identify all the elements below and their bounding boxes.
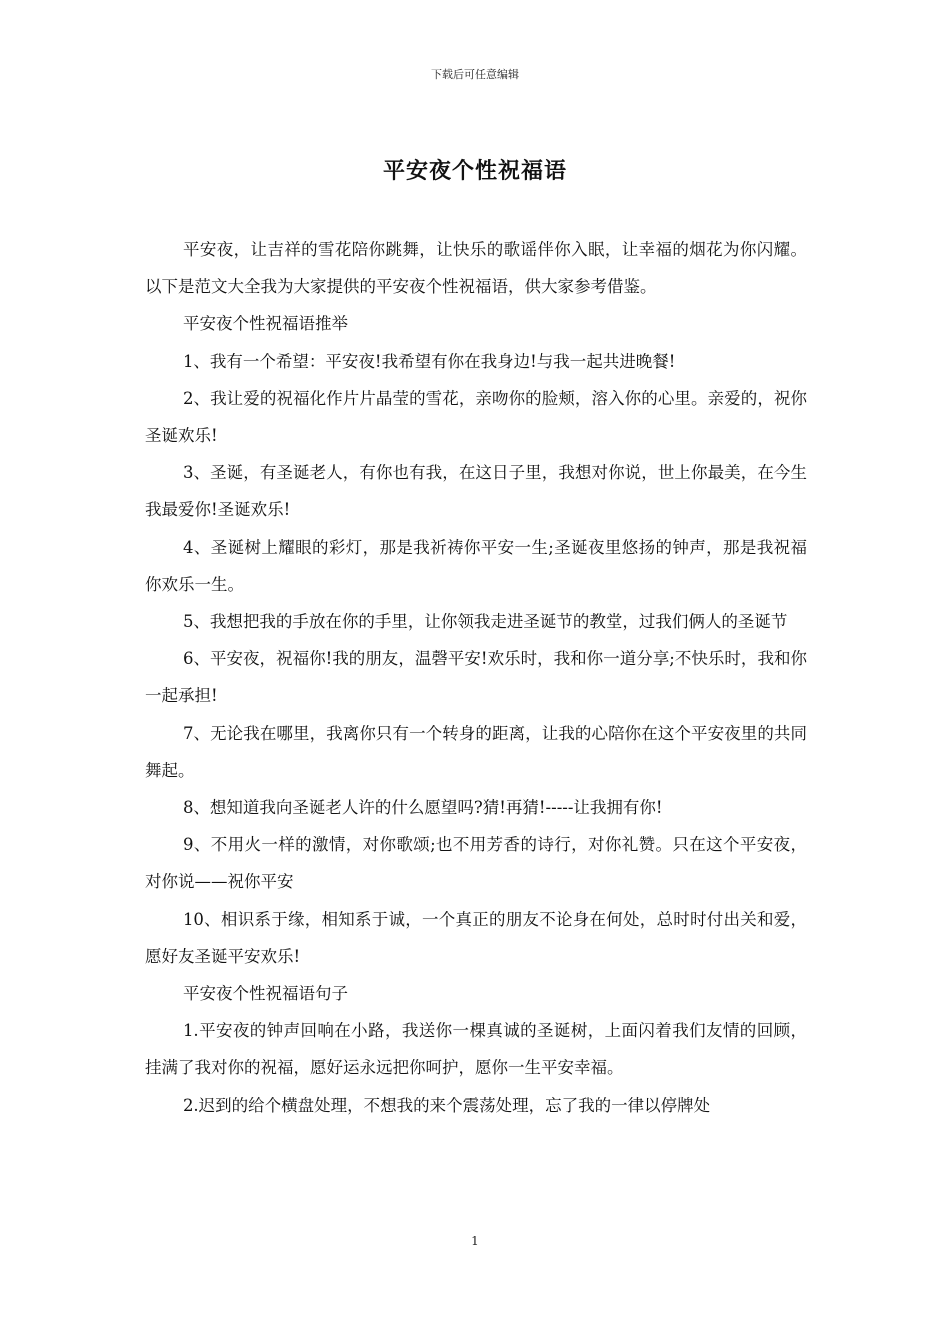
wish-item-4: 4、圣诞树上耀眼的彩灯，那是我祈祷你平安一生;圣诞夜里悠扬的钟声，那是我祝福你欢乐一生。 bbox=[145, 537, 807, 594]
wish-item-8: 8、想知道我向圣诞老人许的什么愿望吗?猜!再猜!-----让我拥有你! bbox=[182, 798, 663, 818]
document-body bbox=[145, 231, 807, 1124]
intro-paragraph: 平安夜，让吉祥的雪花陪你跳舞，让快乐的歌谣伴你入眠，让幸福的烟花为你闪耀。以下是范文大全我为大家提供的平安夜个性祝福语，供大家参考借鉴。 bbox=[145, 240, 807, 297]
wish-item-6: 6、平安夜，祝福你!我的朋友，温磬平安!欢乐时，我和你一道分享;不快乐时，我和你一起承担! bbox=[145, 649, 807, 706]
wish-item-1: 1、我有一个希望：平安夜!我希望有你在我身边!与我一起共进晚餐! bbox=[182, 351, 676, 371]
sentence-item-2: 2.迟到的给个横盘处理，不想我的来个震荡处理，忘了我的一律以停牌处 bbox=[182, 1095, 711, 1115]
wish-item-9: 9、不用火一样的激情，对你歌颂;也不用芳香的诗行，对你礼赞。只在这个平安夜，对你说——祝你平安 bbox=[145, 835, 807, 892]
wish-item-7: 7、无论我在哪里，我离你只有一个转身的距离，让我的心陪你在这个平安夜里的共同舞起。 bbox=[145, 723, 807, 780]
document-title: 平安夜个性祝福语 bbox=[382, 158, 567, 184]
page-header: 下载后可任意编辑 bbox=[431, 68, 519, 81]
section-heading-sentences: 平安夜个性祝福语句子 bbox=[182, 984, 348, 1004]
wish-item-10: 10、相识系于缘，相知系于诚，一个真正的朋友不论身在何处，总时时付出关和爱，愿好友圣诞平安欢乐! bbox=[145, 909, 807, 966]
page-number: 1 bbox=[471, 1234, 479, 1248]
section-heading-recommend: 平安夜个性祝福语推举 bbox=[182, 314, 348, 334]
wish-item-2: 2、我让爱的祝福化作片片晶莹的雪花，亲吻你的脸颊，溶入你的心里。亲爱的，祝你圣诞欢乐! bbox=[145, 388, 807, 446]
sentence-item-1: 1.平安夜的钟声回响在小路，我送你一棵真诚的圣诞树，上面闪着我们友情的回顾，挂满了我对你的祝福，愿好运永远把你呵护，愿你一生平安幸福。 bbox=[145, 1021, 807, 1078]
wish-item-5: 5、我想把我的手放在你的手里，让你领我走进圣诞节的教堂，过我们俩人的圣诞节 bbox=[182, 612, 788, 632]
wish-item-3: 3、圣诞，有圣诞老人，有你也有我，在这日子里，我想对你说，世上你最美，在今生我最爱你!圣诞欢乐! bbox=[145, 463, 807, 520]
